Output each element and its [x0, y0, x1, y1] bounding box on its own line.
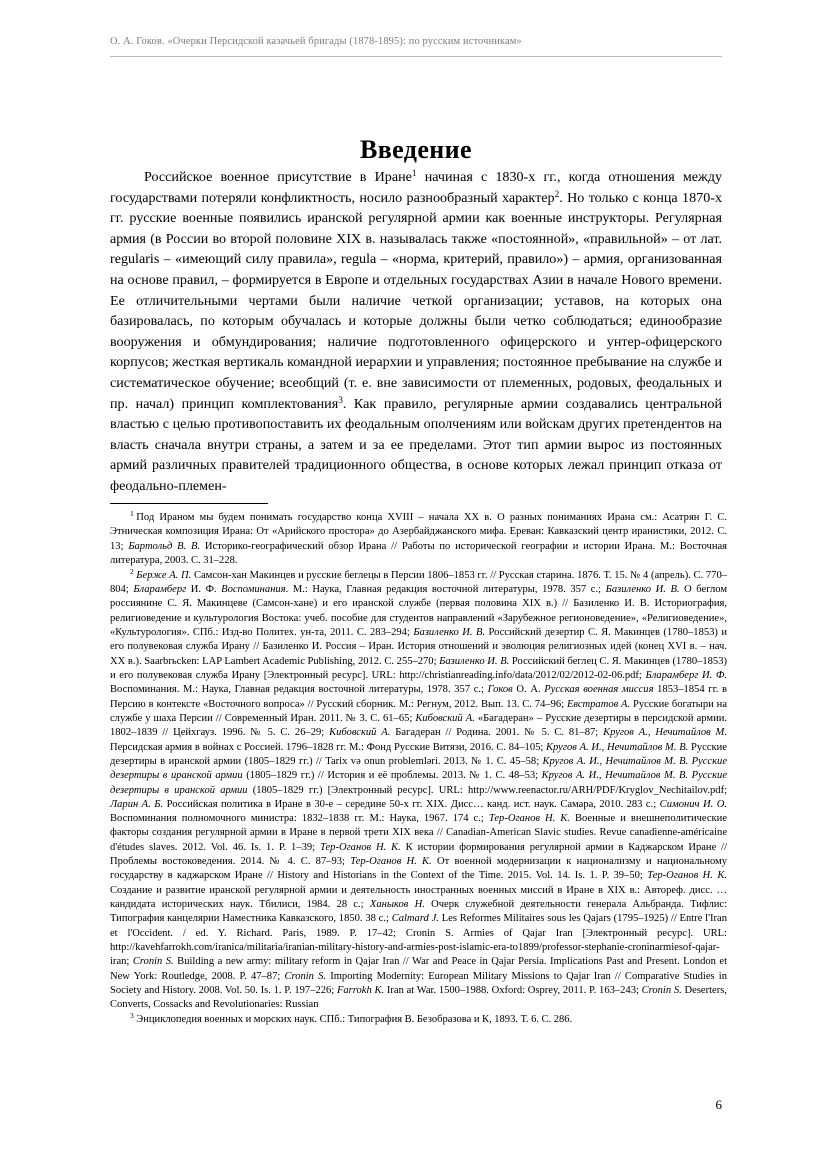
footnote-text: Энциклопедия военных и морских наук. СПб.: Типография В. Безобразова и К, 1893. Т. 6. С. 286.	[136, 1014, 573, 1026]
footnote-text: Под Ираном мы будем понимать государство конца XVIII – начала XX в. О разных пониманиях Ирана см.: Асатрян Г. С. Этническая композиция Ирана: От «Арийского простора» до Азербайджанского мифа. Ереван: Кавказский центр иранистики, 2012. С. 13; Бартольд В. В. Историко-географический обзор Ирана // Работы по исторической географии и истории Ирана. М.: Восточная литература, 2003. С. 31–228.	[110, 512, 728, 566]
footnote-text: Берже А. П. Самсон-хан Макинцев и русские беглецы в Персии 1806–1853 гг. // Русская старина. 1876. Т. 15. № 4 (апрель). С. 770–804; Бларамберг И. Ф. Воспоминания. М.: Наука, Главная редакция восточной литературы, 1978. 357 с.; Базиленко И. В. О беглом россиянине С. Я. Макинцеве (Самсон-хане) и его иранской службе (первая половина XIX в.) // Базиленко И. В. Историография, религиоведение и культурология Востока: учеб. пособие для студентов направлений «Зарубежное регионоведение», «Религиоведение», «Культурология». СПб.: Изд-во Политех. ун-та, 2011. С. 283–294; Базиленко И. В. Российский дезертир С. Я. Макинцев (1780–1853) и его полувековая служба Ирану // Базиленко И. Россия – Иран. История отношений и эволюция религиозных идей (конец XVI в. – нач. XX в.). Saarbrьcken: LAP Lambert Academic Publishing, 2012. С. 255–270; Базиленко И. В. Российский беглец С. Я. Макинцев (1780–1853) и его полувековая служба Ирану [Электронный ресурс]. URL: http://christianreading.info/data/2012/02/2012-02-06.pdf; Бларамберг И. Ф. Воспоминания. М.: Наука, Главная редакция восточной литературы, 1978. 357 с.; Гоков О. А. Русская военная миссия 1853–1854 гг. в Персию в контексте «Восточного вопроса» // Русский сборник. М.: Регнум, 2012. Вып. 13. С. 74–96; Евстратов А. Русские богатыри на службе у шаха Персии // Современный Иран. 2011. № 3. С. 61–65; Кибовский А. «Багадеран» – Русские дезертиры в персидской армии. 1802–1839 // Цейхгауз. 1996. № 5. С. 26–29; Кибовский А. Багадеран // Родина. 2001. № 5. С. 81–87; Кругов А., Нечитайлов М. Персидская армия в войнах с Россией. 1796–1828 гг. М.: Фонд Русские Витязи, 2016. С. 84–105; Кругов А. И., Нечитайлов М. В. Русские дезертиры в иранской армии (1805–1829 гг.) // Tarix vә onun problemlәri. 2013. № 1. С. 45–58; Кругов А. И., Нечитайлов М. В. Русские дезертиры в иранской армии (1805–1829 гг.) // История и её проблемы. 2013. № 1. С. 48–53; Кругов А. И., Нечитайлов М. В. Русские дезертиры в иранской армии (1805–1829 гг.) [Электронный ресурс]. URL: http://www.reenactor.ru/ARH/PDF/Kryglov_Nechitailov.pdf; Ларин А. Б. Российская политика в Иране в 30-е – середине 50-х гг. XIX. Дисс… канд. ист. наук. Самара, 2010. 283 с.; Симонич И. О. Воспоминания полномочного министра: 1832–1838 гг. М.: Наука, 1967. 174 с.; Тер-Оганов Н. К. Военные и внешнеполитические факторы создания регулярной армии в Иране в первой трети XIX века // Canadian-American Slavic studies. Revue canadienne-américaine d'études slaves. 2012. Vol. 46. Is. 1. P. 1–39; Тер-Оганов Н. К. К истории формирования регулярной армии в Каджарском Иране // Проблемы востоковедения. 2014. № 4. С. 87–93; Тер-Оганов Н. К. От военной модернизации к национализму и национальному государству в каджарском Иране // History and Historians in the Context of the Time. 2015. Vol. 14. Is. 1. P. 39–50; Тер-Оганов Н. К. Создание и развитие иранской регулярной армии и деятельность иностранных военных миссий в Иране в XIX в.: Автореф. дисс. … кандидата исторических наук. Тбилиси, 1984. 28 с.; Ханыков Н. Очерк служебной деятельности генерала Альбранда. Тифлис: Типография канцелярии Наместника Кавказского, 1850. 38 с.; Calmard J. Les Reformes Militaires sous les Qajars (1795–1925) // Entre l'Iran et l'Occident. / ed. Y. Richard. Paris, 1989. P. 17–42; Cronin S. Armies of Qajar Iran [Электронный ресурс]. URL: http://kavehfarrokh.com/iranica/militaria/iranian-military-history-and-armies-post-islamic-era-to1899/professor-stephanie-croninarmiesof-qajar-iran; Cronin S. Building a new army: military reform in Qajar Iran // War and Peace in Qajar Persia. Implications Past and Present. London et New York: Routledge, 2008. P. 47–87; Cronin S. Importing Modernity: European Military Missions to Qajar Iran // Comparative Studies in Society and History. 2008. Vol. 50. Is. 1. P. 197–226; Farrokh K. Iran at War. 1500–1988. Oxford: Osprey, 2011. P. 163–243; Cronin S. Deserters, Converts, Cossacks and Revolutionaries: Russian	[110, 569, 728, 1011]
body-text	[110, 167, 722, 497]
footnote-marker: 1	[130, 509, 134, 519]
page-number: 6	[715, 1097, 722, 1112]
footnote-1	[110, 511, 727, 568]
footnote-2	[110, 569, 727, 1013]
header-rule	[110, 56, 722, 57]
footnote-marker: 3	[130, 1011, 134, 1021]
page-title: Введение	[360, 135, 472, 165]
footnote-marker: 2	[130, 567, 134, 577]
footnote-separator	[110, 503, 268, 504]
body-paragraph: Российское военное присутствие в Иране$^1$ начиная с 1830-х гг., когда отношения между государствами потеряли конфликтность, носило разнообразный характер$^2$. Но только с конца 1870-х гг. русские военные появились иранской регулярной армии как военные инструкторы. Регулярная армия (в России во второй половине XIX в. называлась также «постоянной», «правильной» – от лат. regularis – «имеющий силу правила», regula – «норма, критерий, правило») – армия, организованная на основе правил, – формируется в Европе и отдельных государствах Азии в начале Нового времени. Ее отличительными чертами были наличие четкой организации; уставов, на которых она базировалась, по которым обучалась и которые должны были четко соблюдаться; единообразие вооружения и обмундирования; наличие подготовленного офицерского и унтер-офицерского корпусов; жесткая вертикаль командной иерархии и управления; постоянное пребывание на службе и систематическое обучение; всеобщий (т. е. вне зависимости от племенных, родовых, феодальных и пр. начал) принцип комплектования$^3$. Как правило, регулярные армии создавались центральной властью с целью противопоставить их феодальным ополчениям или войскам других претендентов на власть сначала внутри страны, а затем и за ее пределами. Этот тип армии вырос из постоянных армий различных правителей традиционного общества, в основе которых лежал принцип отказа от феодально-племен-	[110, 169, 723, 494]
running-head: О. А. Гоков. «Очерки Персидской казачьей бригады (1878-1895): по русским источникам»	[110, 36, 522, 47]
footnote-3	[110, 1013, 727, 1027]
footnotes-section	[110, 511, 727, 1028]
